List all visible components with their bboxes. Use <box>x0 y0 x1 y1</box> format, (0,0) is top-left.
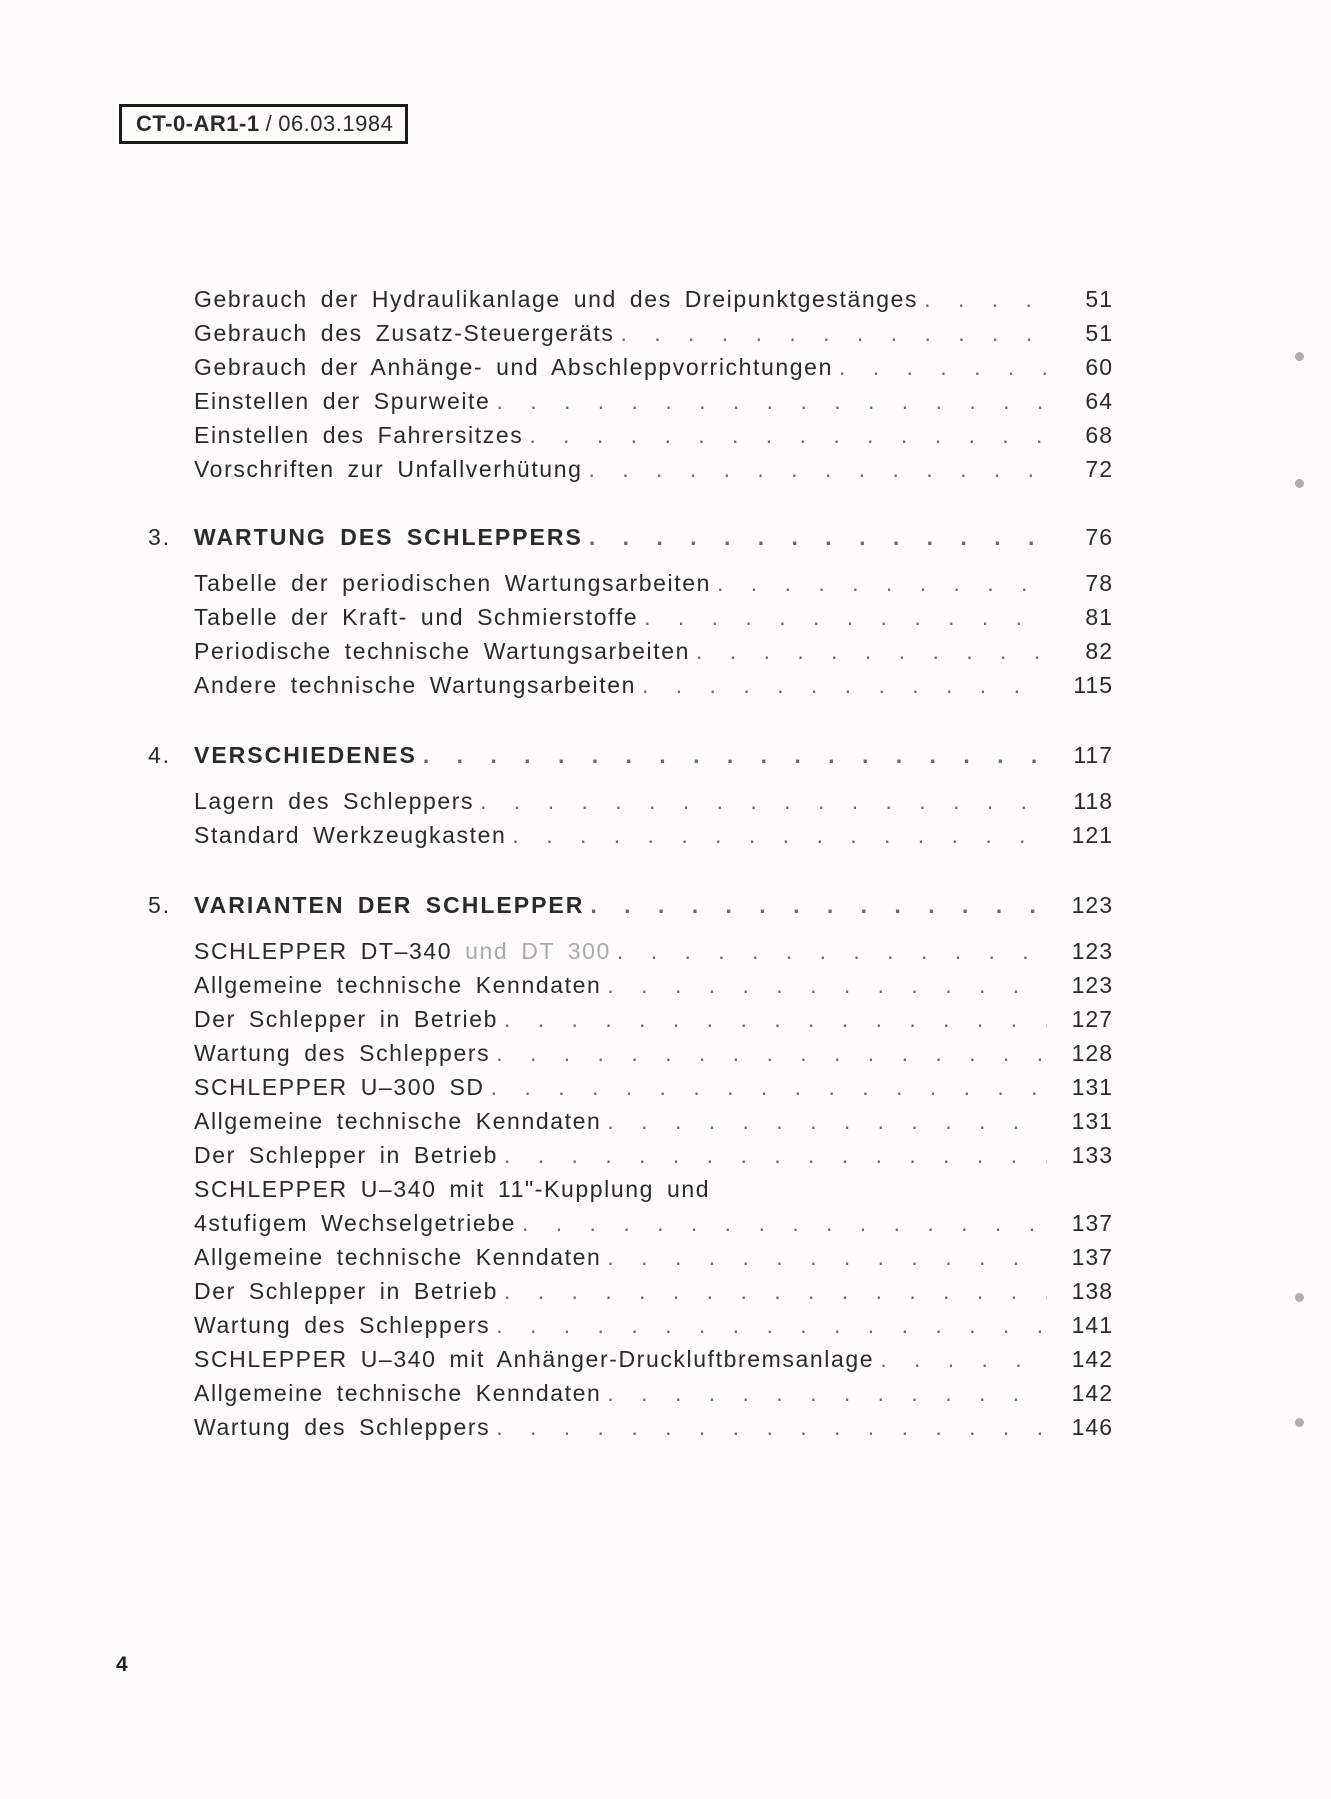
toc-entry-page: 128 <box>1071 1040 1113 1066</box>
dot-leader <box>496 388 1047 415</box>
toc-entry-title: Der Schlepper in Betrieb <box>194 1006 498 1032</box>
dot-leader <box>696 638 1047 665</box>
toc-entry <box>148 1108 1113 1142</box>
dot-leader <box>504 1278 1047 1305</box>
toc-entry-title: SCHLEPPER U–340 mit Anhänger-Druckluftbremsanlage <box>194 1346 875 1372</box>
toc-entry <box>148 456 1113 490</box>
section-title: WARTUNG DES SCHLEPPERS <box>194 524 583 550</box>
toc-entry-title: Allgemeine technische Kenndaten <box>194 1108 602 1134</box>
dot-leader <box>620 320 1047 347</box>
toc-entry <box>148 972 1113 1006</box>
toc-entry-title: Vorschriften zur Unfallverhütung <box>194 456 583 482</box>
toc-entry-page: 51 <box>1085 286 1113 312</box>
document-code-separator: / <box>265 111 273 136</box>
toc-entry-title: SCHLEPPER U–340 mit 11"-Kupplung und <box>194 1176 711 1202</box>
dot-leader <box>512 822 1047 849</box>
dot-leader <box>504 1006 1047 1033</box>
toc-entry-title: SCHLEPPER U–300 SD <box>194 1074 485 1100</box>
document-date: 06.03.1984 <box>278 111 394 136</box>
section-page: 117 <box>1073 742 1113 768</box>
toc-entry-title: Der Schlepper in Betrieb <box>194 1278 498 1304</box>
toc-entry <box>148 1006 1113 1040</box>
toc-entry <box>148 1278 1113 1312</box>
toc-entry <box>148 286 1113 320</box>
section-page: 76 <box>1085 524 1113 550</box>
toc-entry-page: 60 <box>1085 354 1113 380</box>
toc-entry-title: Allgemeine technische Kenndaten <box>194 1244 602 1270</box>
toc-entry <box>148 354 1113 388</box>
toc-entry <box>148 388 1113 422</box>
dot-leader <box>642 672 1047 699</box>
binding-hole-mark <box>1295 352 1304 361</box>
toc-section-heading <box>148 892 1113 928</box>
toc-entry-page: 138 <box>1071 1278 1113 1304</box>
dot-leader <box>717 570 1047 597</box>
toc-entry-page: 121 <box>1071 822 1113 848</box>
toc-entry-page: 142 <box>1071 1380 1113 1406</box>
toc-entry-title: Tabelle der Kraft- und Schmierstoffe <box>194 604 639 630</box>
toc-entry-page: 142 <box>1071 1346 1113 1372</box>
toc-entry <box>148 1142 1113 1176</box>
toc-entry <box>148 638 1113 672</box>
section-title: VERSCHIEDENES <box>194 742 417 768</box>
toc-entry-page: 115 <box>1073 672 1113 698</box>
toc-entry-title: Gebrauch der Hydraulikanlage und des Dreipunktgestänges <box>194 286 919 312</box>
dot-leader <box>480 788 1047 815</box>
dot-leader <box>496 1312 1047 1339</box>
toc-entry-page: 123 <box>1071 972 1113 998</box>
toc-entry-title: Gebrauch der Anhänge- und Abschleppvorrichtungen <box>194 354 833 380</box>
section-number: 5. <box>148 892 172 918</box>
dot-leader <box>589 524 1047 551</box>
toc-entry <box>148 672 1113 706</box>
toc-entry-title: Periodische technische Wartungsarbeiten <box>194 638 691 664</box>
dot-leader <box>496 1414 1047 1441</box>
toc-entry <box>148 1074 1113 1108</box>
toc-entry-title-main: SCHLEPPER DT–340 <box>194 938 453 964</box>
toc-entry <box>148 1244 1113 1278</box>
toc-entry-title: Gebrauch des Zusatz-Steuergeräts <box>194 320 615 346</box>
toc-entry-title: Einstellen der Spurweite <box>194 388 491 414</box>
toc-entry-title: Wartung des Schleppers <box>194 1414 491 1440</box>
toc-entry-title: Wartung des Schleppers <box>194 1040 491 1066</box>
toc-entry-title: 4stufigem Wechselgetriebe <box>194 1210 516 1236</box>
toc-entry-title: Allgemeine technische Kenndaten <box>194 1380 602 1406</box>
toc-entry-page: 131 <box>1071 1108 1113 1134</box>
toc-entry <box>148 1346 1113 1380</box>
toc-entry-page: 146 <box>1071 1414 1113 1440</box>
dot-leader <box>491 1074 1047 1101</box>
toc-entry-title: Allgemeine technische Kenndaten <box>194 972 602 998</box>
table-of-contents <box>148 286 1113 1448</box>
binding-hole-mark <box>1295 1418 1304 1427</box>
dot-leader <box>607 1244 1047 1271</box>
toc-entry-title: Andere technische Wartungsarbeiten <box>194 672 636 698</box>
toc-entry <box>148 422 1113 456</box>
dot-leader <box>924 286 1047 313</box>
toc-entry <box>148 788 1113 822</box>
toc-section-heading <box>148 524 1113 560</box>
toc-entry-title: Wartung des Schleppers <box>194 1312 491 1338</box>
toc-entry-title: Tabelle der periodischen Wartungsarbeiten <box>194 570 712 596</box>
toc-entry-title: Einstellen des Fahrersitzes <box>194 422 524 448</box>
toc-entry-title <box>194 938 611 965</box>
toc-entry <box>148 938 1113 972</box>
toc-entry <box>148 1312 1113 1346</box>
dot-leader <box>529 422 1047 449</box>
toc-entry <box>148 320 1113 354</box>
binding-hole-mark <box>1295 479 1304 488</box>
toc-entry-page: 82 <box>1085 638 1113 664</box>
toc-entry <box>148 822 1113 856</box>
section-title: VARIANTEN DER SCHLEPPER <box>194 892 585 918</box>
dot-leader <box>496 1040 1047 1067</box>
toc-entry <box>148 604 1113 638</box>
dot-leader <box>607 1380 1047 1407</box>
toc-entry-page: 64 <box>1085 388 1113 414</box>
dot-leader <box>504 1142 1047 1169</box>
toc-entry <box>148 1380 1113 1414</box>
dot-leader <box>644 604 1047 631</box>
dot-leader <box>423 742 1047 769</box>
binding-hole-mark <box>1295 1293 1304 1302</box>
toc-entry-page: 81 <box>1085 604 1113 630</box>
section-number: 3. <box>148 524 172 550</box>
dot-leader <box>522 1210 1047 1237</box>
toc-entry <box>148 1210 1113 1244</box>
toc-section-heading <box>148 742 1113 778</box>
toc-entry-page: 51 <box>1085 320 1113 346</box>
toc-entry <box>148 1176 1113 1210</box>
document-id: CT-0-AR1-1 <box>136 111 260 136</box>
dot-leader <box>588 456 1047 483</box>
toc-entry <box>148 570 1113 604</box>
toc-entry-title: Standard Werkzeugkasten <box>194 822 507 848</box>
toc-entry-page: 78 <box>1085 570 1113 596</box>
toc-entry-title: Lagern des Schleppers <box>194 788 475 814</box>
section-page: 123 <box>1071 892 1113 918</box>
toc-entry-title-faint: und DT 300 <box>465 938 611 964</box>
page-number: 4 <box>116 1653 128 1676</box>
toc-entry-page: 137 <box>1071 1244 1113 1270</box>
dot-leader <box>607 972 1047 999</box>
toc-entry-page: 118 <box>1073 788 1113 814</box>
toc-entry <box>148 1040 1113 1074</box>
dot-leader <box>839 354 1047 381</box>
dot-leader <box>880 1346 1047 1373</box>
toc-entry-page: 72 <box>1085 456 1113 482</box>
document-code-box <box>119 104 408 144</box>
toc-entry-page: 137 <box>1071 1210 1113 1236</box>
dot-leader <box>607 1108 1047 1135</box>
toc-entry-page: 131 <box>1071 1074 1113 1100</box>
toc-entry <box>148 1414 1113 1448</box>
section-number: 4. <box>148 742 172 768</box>
toc-entry-page: 141 <box>1071 1312 1113 1338</box>
dot-leader <box>590 892 1047 919</box>
toc-entry-page: 123 <box>1071 938 1113 964</box>
toc-entry-title: Der Schlepper in Betrieb <box>194 1142 498 1168</box>
toc-entry-page: 133 <box>1071 1142 1113 1168</box>
dot-leader <box>617 938 1047 965</box>
toc-entry-page: 127 <box>1071 1006 1113 1032</box>
toc-entry-page: 68 <box>1085 422 1113 448</box>
